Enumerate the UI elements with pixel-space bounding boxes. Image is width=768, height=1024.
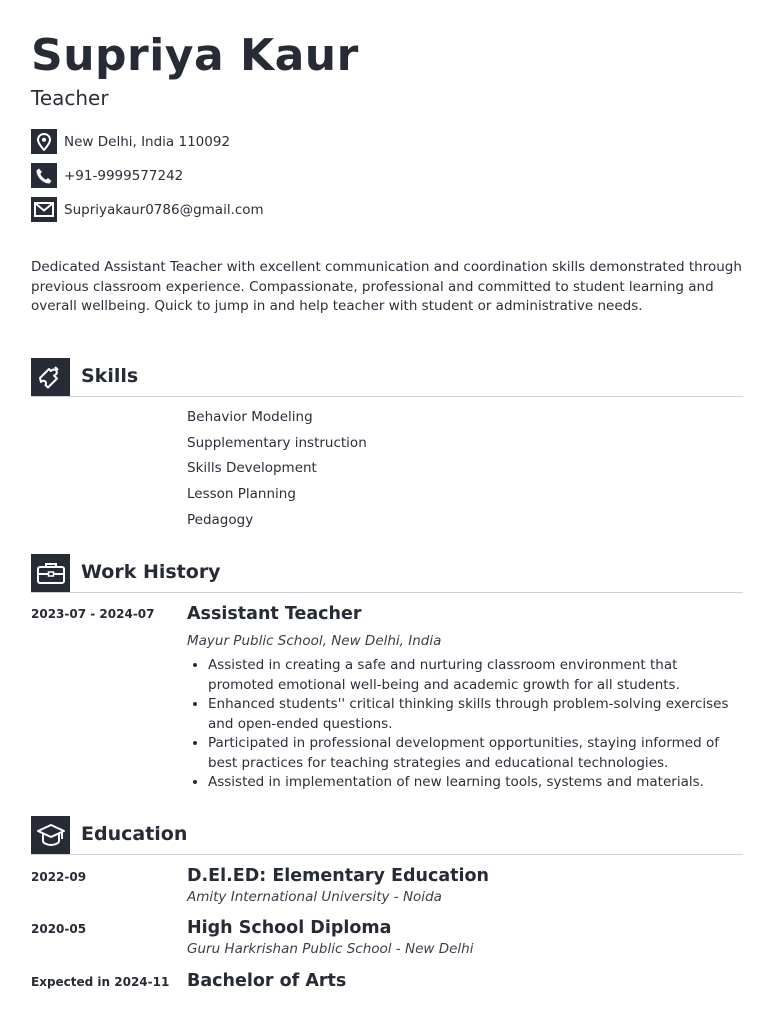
- education-degree: D.El.ED: Elementary Education: [187, 866, 490, 886]
- work-history-title: Work History: [81, 561, 221, 583]
- skill-item: Lesson Planning: [187, 486, 296, 502]
- work-history-section-header: [31, 554, 743, 593]
- contact-address-text: New Delhi, India 110092: [64, 133, 231, 150]
- contact-phone-text: +91-9999577242: [64, 167, 184, 184]
- skills-title: Skills: [81, 365, 139, 387]
- envelope-icon: [31, 197, 57, 222]
- skills-section-header: [31, 358, 743, 397]
- education-degree: Bachelor of Arts: [187, 971, 347, 991]
- job-bullet: • Participated in professional development opportunities, staying informed of best practices for teaching strategies and educational technologies.: [208, 734, 743, 773]
- puzzle-icon: [31, 358, 70, 396]
- job-dates: 2023-07 - 2024-07: [31, 607, 155, 621]
- education-date: 2020-05: [31, 922, 87, 936]
- job-bullet: • Assisted in creating a safe and nurturing classroom environment that promoted emotional well-being and academic growth for all students.: [208, 656, 743, 695]
- skill-item: Pedagogy: [187, 512, 254, 528]
- skill-item: Skills Development: [187, 460, 317, 476]
- education-institution: Guru Harkrishan Public School - New Delhi: [187, 941, 474, 957]
- skill-item: Behavior Modeling: [187, 409, 313, 425]
- job-bullet-list: [187, 656, 743, 793]
- map-pin-icon: [31, 129, 57, 154]
- education-title: Education: [81, 823, 188, 845]
- contact-address: [31, 129, 230, 154]
- education-section-header: [31, 816, 743, 855]
- briefcase-icon: [31, 554, 70, 592]
- education-date: Expected in 2024-11: [31, 975, 170, 989]
- job-title: Assistant Teacher: [187, 604, 362, 624]
- candidate-role: Teacher: [31, 86, 109, 110]
- phone-icon: [31, 163, 57, 188]
- professional-summary: Dedicated Assistant Teacher with excellent communication and coordination skills demonstrated through previous classroom experience. Compassionate, professional and committed to student learning and overall wellbeing. Quick to jump in and help teacher with student or administrative needs.: [31, 259, 742, 314]
- contact-phone: [31, 163, 183, 188]
- contact-email: [31, 197, 264, 222]
- job-bullet: • Assisted in implementation of new learning tools, systems and materials.: [208, 773, 743, 793]
- job-employer: Mayur Public School, New Delhi, India: [187, 633, 442, 649]
- candidate-name: Supriya Kaur: [31, 30, 359, 81]
- job-bullet: • Enhanced students'' critical thinking skills through problem-solving exercises and open-ended questions.: [208, 695, 743, 734]
- contact-email-text: Supriyakaur0786@gmail.com: [64, 201, 264, 218]
- education-institution: Amity International University - Noida: [187, 889, 442, 905]
- skill-item: Supplementary instruction: [187, 435, 367, 451]
- education-date: 2022-09: [31, 870, 87, 884]
- graduation-cap-icon: [31, 816, 70, 854]
- education-degree: High School Diploma: [187, 918, 392, 938]
